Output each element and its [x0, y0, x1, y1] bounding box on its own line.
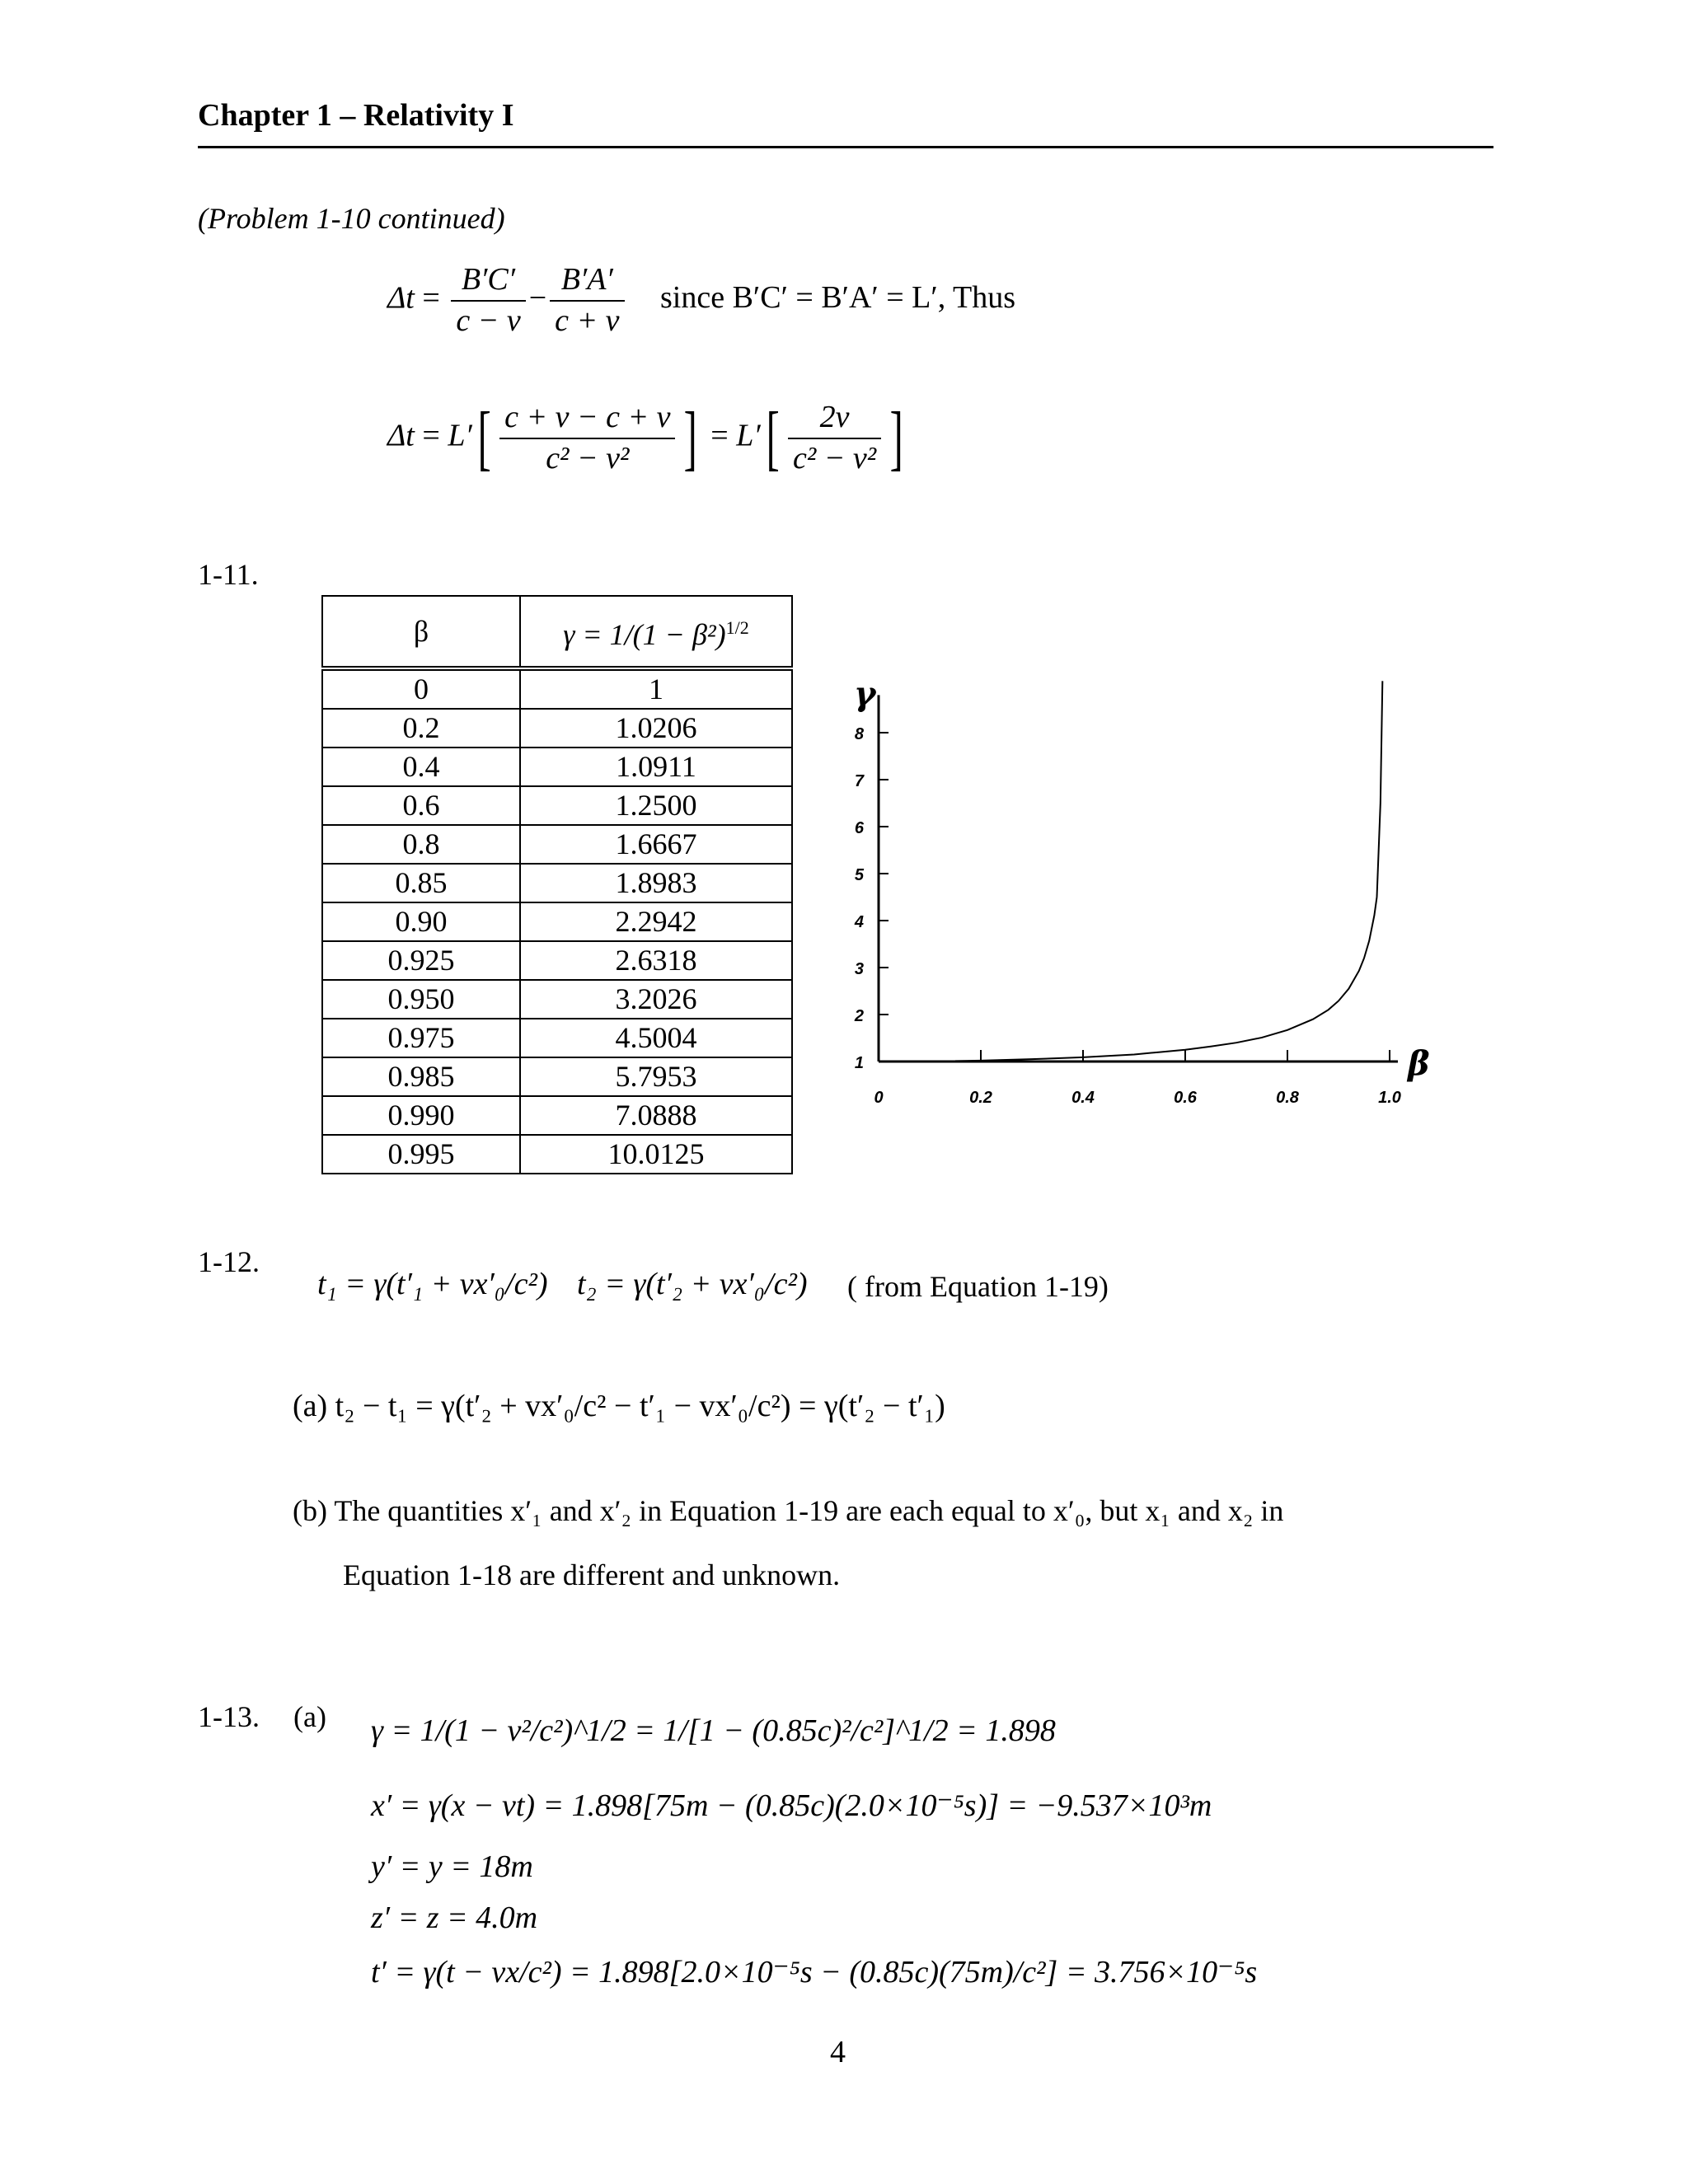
gamma-formula: γ = 1/(1 − β²): [563, 618, 726, 651]
y-tick-label: 4: [854, 913, 864, 931]
equation-x-prime: x′ = γ(x − vt) = 1.898[75m − (0.85c)(2.0×10⁻⁵s)] = −9.537×10³m: [371, 1788, 1212, 1823]
gamma-cell: 3.2026: [520, 980, 792, 1019]
fraction-2v: [788, 400, 881, 476]
fraction-denominator: c² − v²: [546, 440, 630, 476]
x-axis-label: β: [1408, 1044, 1430, 1083]
table-row: [322, 980, 792, 1019]
beta-cell: 0.4: [322, 748, 520, 786]
gamma-cell: 1.0206: [520, 709, 792, 748]
y-tick-label: 2: [854, 1007, 864, 1025]
y-tick-label: 8: [854, 725, 864, 743]
beta-cell: 0.6: [322, 786, 520, 825]
beta-cell: 0.925: [322, 941, 520, 980]
gamma-cell: 4.5004: [520, 1019, 792, 1057]
fraction-numerator: c + v − c + v: [499, 400, 675, 439]
beta-cell: 0.950: [322, 980, 520, 1019]
table-row: [322, 902, 792, 941]
gamma-exponent: 1/2: [725, 617, 749, 638]
table-row: [322, 709, 792, 748]
fraction-denominator: c + v: [555, 302, 620, 338]
length-symbol: L′: [736, 418, 761, 453]
equation-gamma: γ = 1/(1 − v²/c²)^1/2 = 1/[1 − (0.85c)²/c²]^1/2 = 1.898: [371, 1713, 1056, 1748]
beta-cell: 0.985: [322, 1057, 520, 1096]
equation-t-prime: t′ = γ(t − vx/c²) = 1.898[2.0×10⁻⁵s − (0.85c)(75m)/c²] = 3.756×10⁻⁵s: [371, 1955, 1258, 1990]
x-tick-label: 0.8: [1276, 1089, 1299, 1107]
table-row: [322, 825, 792, 864]
table-row: [322, 668, 792, 709]
fraction-diff: [499, 400, 675, 476]
beta-cell: 0.990: [322, 1096, 520, 1135]
y-tick-label: 1: [854, 1054, 864, 1072]
x-tick-label: 0: [874, 1089, 884, 1107]
dt-symbol: Δt: [387, 418, 415, 453]
gamma-curve: [955, 898, 1377, 1062]
gamma-cell: 2.2942: [520, 902, 792, 941]
y-tick-label: 6: [854, 819, 864, 837]
gamma-cell: 7.0888: [520, 1096, 792, 1135]
table-header-beta: β: [322, 596, 520, 668]
table-row: [322, 748, 792, 786]
gamma-cell: 1.8983: [520, 864, 792, 902]
since-text: since B′C′ = B′A′ = L′, Thus: [660, 280, 1016, 316]
table-row: [322, 864, 792, 902]
fraction-numerator: B′C′: [451, 262, 525, 302]
equation-y-prime: y′ = y = 18m: [371, 1849, 533, 1884]
equation-dt-1: Δt = $\frac{B'C'}{c - v}$ − $\frac{B'A'}{c + v}$ since B′C′ = B′A′ = L′, Thus: [387, 262, 1016, 338]
gamma-vs-beta-chart: [832, 610, 1430, 1137]
problem-label-1-11: 1-11.: [198, 558, 259, 591]
y-axis-label: γ: [854, 674, 876, 714]
fraction-numerator: B′A′: [550, 262, 624, 302]
beta-cell: 0.8: [322, 825, 520, 864]
x-tick-label: 0.6: [1174, 1089, 1197, 1107]
fraction-denominator: c − v: [456, 302, 521, 338]
equation-t1: t₁ = γ(t′₁ + vx′₀/c²): [317, 1267, 548, 1301]
continuation-note: (Problem 1-10 continued): [198, 202, 505, 235]
gamma-cell: 5.7953: [520, 1057, 792, 1096]
beta-cell: 0.85: [322, 864, 520, 902]
table-row: [322, 1096, 792, 1135]
equation-z-prime: z′ = z = 4.0m: [371, 1900, 538, 1935]
gamma-cell: 2.6318: [520, 941, 792, 980]
curve-tail: [1377, 804, 1381, 898]
problem-label-1-12: 1-12.: [198, 1245, 260, 1278]
x-tick-label: 0.4: [1071, 1089, 1095, 1107]
table-row: [322, 1019, 792, 1057]
table-body: [322, 668, 792, 1174]
gamma-cell: 1.6667: [520, 825, 792, 864]
length-symbol: L′: [448, 418, 472, 453]
equation-dt-2: Δt = L′[ $\frac{c + v - c + v}{\text{c² − v²}}$ ] = L′[ $\frac{2v}{\text{c² − v²}}$ ]: [387, 397, 903, 478]
part-b-line-1: (b) The quantities x′₁ and x′₂ in Equation 1-19 are each equal to x′₀, but x₁ and x₂ in: [293, 1494, 1284, 1527]
part-b-line-2: Equation 1-18 are different and unknown.: [343, 1558, 841, 1591]
problem-label-1-13: 1-13.: [198, 1700, 260, 1733]
beta-cell: 0.995: [322, 1135, 520, 1174]
y-tick-label: 3: [854, 960, 864, 978]
from-equation-note: ( from Equation 1-19): [847, 1270, 1109, 1303]
equation-t2: t₂ = γ(t′₂ + vx′₀/c²): [577, 1267, 808, 1301]
gamma-table: [321, 595, 793, 1174]
part-a-label: (a): [293, 1700, 326, 1733]
fraction-bc: [451, 262, 525, 339]
chapter-header: Chapter 1 – Relativity I: [198, 98, 514, 133]
x-tick-label: 1.0: [1378, 1089, 1401, 1107]
dt-symbol: Δt: [387, 280, 415, 316]
table-row: [322, 1135, 792, 1174]
part-a-equation: (a) t₂ − t₁ = γ(t′₂ + vx′₀/c² − t′₁ − vx′₀/c²) = γ(t′₂ − t′₁): [293, 1389, 945, 1423]
gamma-cell: 1.2500: [520, 786, 792, 825]
y-tick-label: 7: [854, 772, 864, 790]
fraction-denominator: c² − v²: [793, 440, 877, 476]
table-row: [322, 1057, 792, 1096]
table-row: [322, 941, 792, 980]
header-rule: [198, 146, 1493, 148]
beta-cell: 0.90: [322, 902, 520, 941]
beta-cell: 0.2: [322, 709, 520, 748]
gamma-cell: 1.0911: [520, 748, 792, 786]
y-tick-label: 5: [854, 866, 864, 884]
fraction-ba: [550, 262, 624, 339]
table-header-gamma: [520, 596, 792, 668]
gamma-cell: 1: [520, 668, 792, 709]
beta-cell: 0.975: [322, 1019, 520, 1057]
curve-tail: [1381, 681, 1382, 803]
gamma-cell: 10.0125: [520, 1135, 792, 1174]
table-row: [322, 786, 792, 825]
x-tick-label: 0.2: [969, 1089, 992, 1107]
fraction-numerator: 2v: [788, 400, 881, 439]
page-number: 4: [830, 2035, 846, 2069]
beta-cell: 0: [322, 668, 520, 709]
